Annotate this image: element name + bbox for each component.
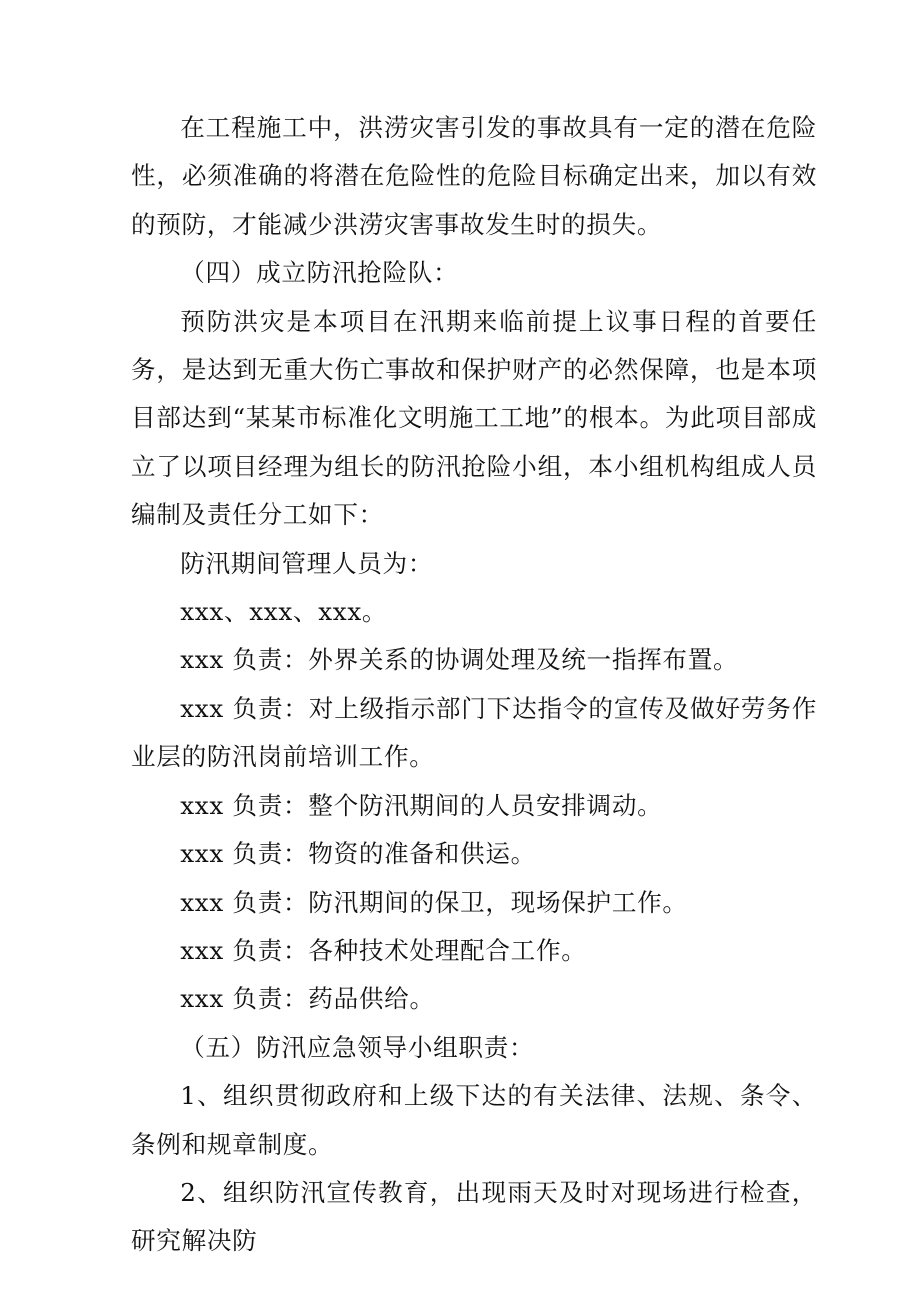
paragraph-hazard-identification: 在工程施工中，洪涝灾害引发的事故具有一定的潜在危险性，必须准确的将潜在危险性的危险目标确定出来，加以有效的预防，才能减少洪涝灾害事故发生时的损失。 — [131, 113, 817, 239]
paragraph-duty-technical: xxx 负责：各种技术处理配合工作。 — [180, 935, 587, 965]
paragraph-duty-security: xxx 负责：防汛期间的保卫，现场保护工作。 — [180, 887, 688, 917]
paragraph-managers-title: 防汛期间管理人员为： — [180, 548, 434, 578]
paragraph-duty-personnel: xxx 负责：整个防汛期间的人员安排调动。 — [180, 790, 663, 820]
paragraph-duty-materials: xxx 负责：物资的准备和供运。 — [180, 839, 536, 869]
paragraph-duty-coordination: xxx 负责：外界关系的协调处理及统一指挥布置。 — [180, 645, 739, 675]
heading-leadership-duties: （五）防汛应急领导小组职责： — [180, 1032, 535, 1062]
paragraph-duty-medicine: xxx 负责：药品供给。 — [180, 984, 435, 1014]
paragraph-duty-training: xxx 负责：对上级指示部门下达指令的宣传及做好劳务作业层的防汛岗前培训工作。 — [131, 693, 817, 772]
paragraph-managers-list: xxx、xxx、xxx。 — [180, 597, 388, 627]
document-page — [131, 104, 817, 1266]
paragraph-flood-prevention-task: 预防洪灾是本项目在汛期来临前提上议事日程的首要任务，是达到无重大伤亡事故和保护财产的必然保障，也是本项目部达到“某某市标准化文明施工工地”的根本。为此项目部成立了以项目经理为组长的防汛抢险小组，本小组机构组成人员编制及责任分工如下： — [131, 306, 817, 530]
heading-flood-team: （四）成立防汛抢险队： — [180, 258, 459, 288]
paragraph-duty-item-2: 2、组织防汛宣传教育，出现雨天及时对现场进行检查，研究解决防 — [131, 1177, 817, 1256]
paragraph-duty-item-1: 1、组织贯彻政府和上级下达的有关法律、法规、条令、条例和规章制度。 — [131, 1081, 817, 1159]
